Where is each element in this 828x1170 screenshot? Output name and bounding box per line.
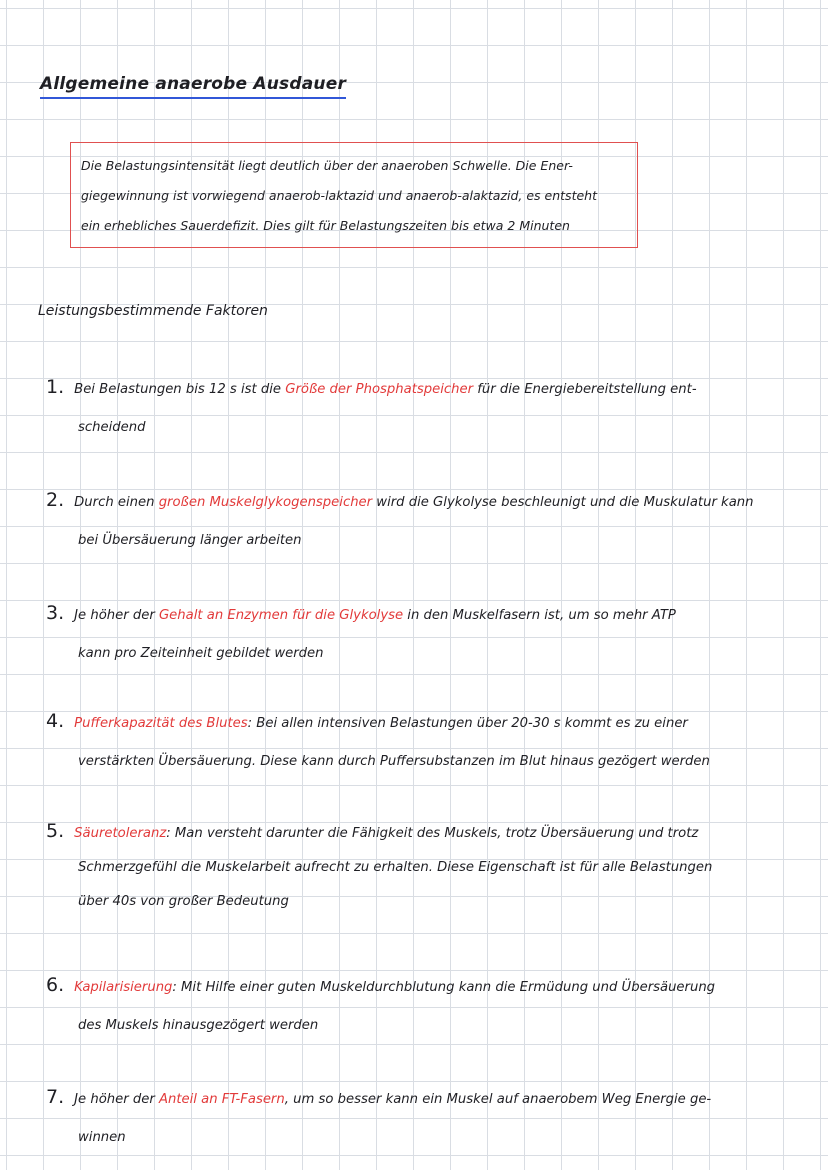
item-text: für die Energiebereitstellung ent- [473,382,697,397]
item-number: 4. [46,710,65,732]
item-number: 2. [46,489,65,511]
item-number: 7. [46,1086,65,1108]
item-continuation: winnen [78,1130,126,1145]
item-continuation: über 40s von großer Bedeutung [78,894,289,909]
item-number: 6. [46,974,65,996]
item-text: Bei Belastungen bis 12 s ist die [74,382,286,397]
definition-line: ein erhebliches Sauerdefizit. Dies gilt für Belastungszeiten bis etwa 2 Minuten [81,218,570,233]
list-item [46,481,818,560]
item-text: , um so besser kann ein Muskel auf anaerobem Weg Energie ge- [284,1092,712,1107]
item-text: in den Muskelfasern ist, um so mehr ATP [403,608,676,623]
item-number: 5. [46,820,65,842]
definition-line: Die Belastungsintensität liegt deutlich über der anaeroben Schwelle. Die Ener- [81,158,573,173]
list-item [46,368,818,447]
item-highlight: Säuretoleranz [74,826,167,841]
item-text: wird die Glykolyse beschleunigt und die Muskulatur kann [372,495,754,510]
list-item [46,966,818,1045]
item-continuation: bei Übersäuerung länger arbeiten [78,533,302,548]
item-highlight: Größe der Phosphatspeicher [285,382,474,397]
list-item [46,814,818,919]
item-text: : Bei allen intensiven Belastungen über 20-30 s kommt es zu einer [247,716,688,731]
item-continuation: scheidend [78,420,146,435]
section-heading: Leistungsbestimmende Faktoren [38,303,268,319]
item-highlight: Anteil an FT-Fasern [158,1092,285,1107]
list-item [46,702,818,781]
page-title: Allgemeine anaerobe Ausdauer [40,74,346,99]
item-continuation: Schmerzgefühl die Muskelarbeit aufrecht zu erhalten. Diese Eigenschaft ist für alle Belastungen [78,860,713,875]
item-continuation: des Muskels hinausgezögert werden [78,1018,319,1033]
item-number: 3. [46,602,65,624]
item-highlight: großen Muskelglykogenspeicher [158,495,373,510]
list-item [46,1078,818,1157]
item-continuation: kann pro Zeiteinheit gebildet werden [78,646,324,661]
item-text: Je höher der [74,608,159,623]
item-highlight: Pufferkapazität des Blutes [74,716,248,731]
item-number: 1. [46,376,65,398]
item-text: Je höher der [74,1092,159,1107]
item-highlight: Kapilarisierung [74,980,173,995]
item-highlight: Gehalt an Enzymen für die Glykolyse [158,608,404,623]
definition-line: giegewinnung ist vorwiegend anaerob-laktazid und anaerob-alaktazid, es entsteht [81,188,597,203]
list-item [46,594,818,673]
item-text: Durch einen [74,495,159,510]
item-text: : Man versteht darunter die Fähigkeit des Muskels, trotz Übersäuerung und trotz [166,826,699,841]
item-text: : Mit Hilfe einer guten Muskeldurchblutung kann die Ermüdung und Übersäuerung [172,980,716,995]
definition-box [70,142,638,248]
item-continuation: verstärkten Übersäuerung. Diese kann durch Puffersubstanzen im Blut hinaus gezögert werden [78,754,710,769]
